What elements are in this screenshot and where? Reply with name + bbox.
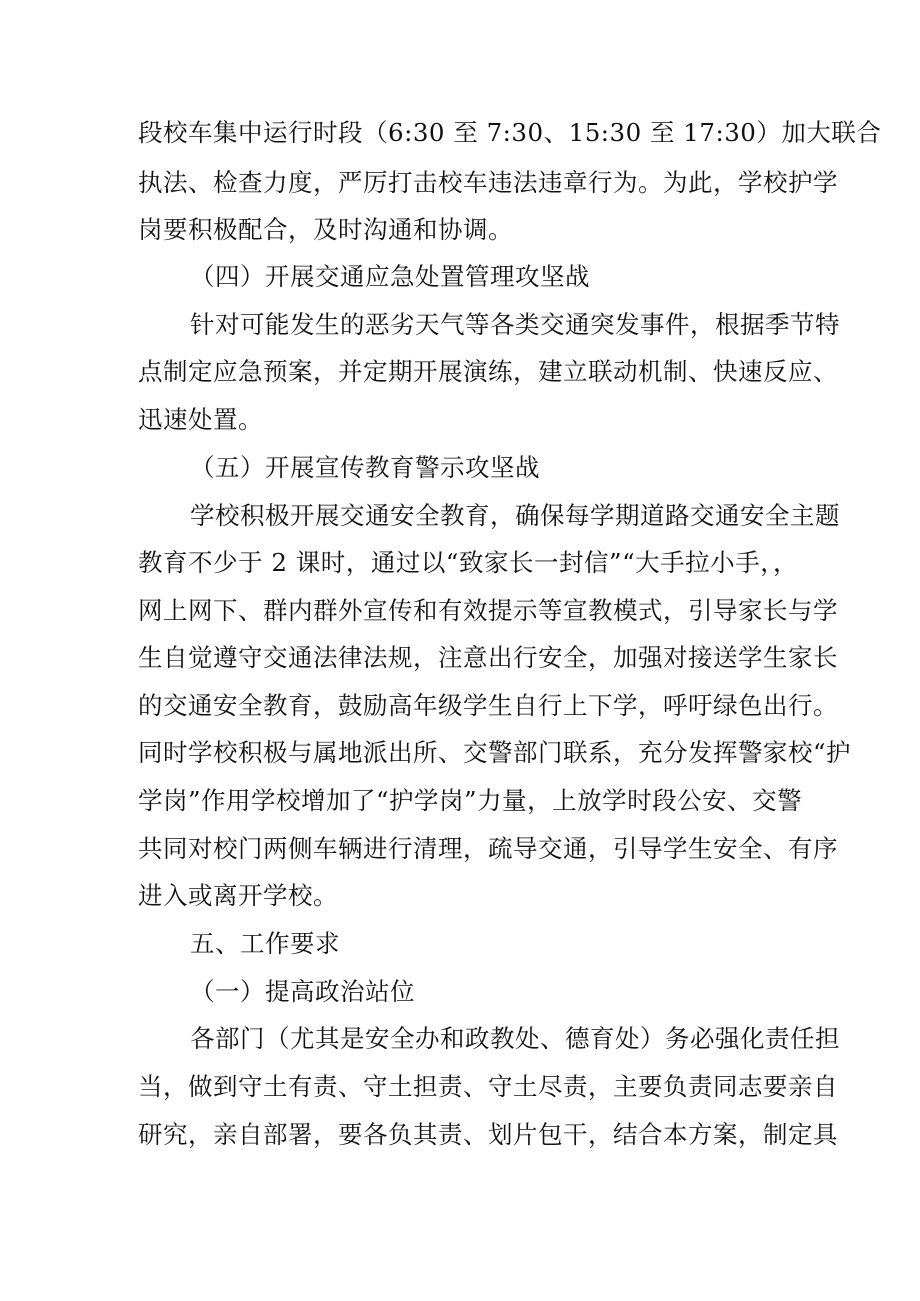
paragraph-line: 同时学校积极与属地派出所、交警部门联系，充分发挥警家校“护 xyxy=(138,738,852,767)
paragraph-line: 执法、检查力度，严厉打击校车违法违章行为。为此，学校护学 xyxy=(138,168,838,197)
paragraph-line: 迅速处置。 xyxy=(138,405,263,434)
paragraph-line: 岗要积极配合，及时沟通和协调。 xyxy=(138,215,513,244)
paragraph-line: 学校积极开展交通安全教育，确保每学期道路交通安全主题 xyxy=(190,501,840,530)
paragraph-line: 教育不少于 2 课时，通过以“致家长一封信”“大手拉小手，， xyxy=(138,548,798,577)
subsection-heading: （一）提高政治站位 xyxy=(190,977,415,1006)
paragraph-line: 共同对校门两侧车辆进行清理，疏导交通，引导学生安全、有序 xyxy=(138,834,838,863)
paragraph-line: 段校车集中运行时段（6:30 至 7:30、15:30 至 17:30）加大联合 xyxy=(138,118,882,147)
paragraph-line: 学岗”作用学校增加了“护学岗”力量，上放学时段公安、交警 xyxy=(138,786,803,815)
paragraph-line: 研究，亲自部署，要各负其责、划片包干，结合本方案，制定具 xyxy=(138,1120,838,1149)
paragraph-line: 进入或离开学校。 xyxy=(138,881,338,910)
paragraph-line: 点制定应急预案，并定期开展演练，建立联动机制、快速反应、 xyxy=(138,357,838,386)
section-heading: （五）开展宣传教育警示攻坚战 xyxy=(190,453,540,482)
paragraph-line: 生自觉遵守交通法律法规，注意出行安全，加强对接送学生家长 xyxy=(138,643,838,672)
paragraph-line: 针对可能发生的恶劣天气等各类交通突发事件，根据季节特 xyxy=(190,310,840,339)
paragraph-line: 各部门（尤其是安全办和政教处、德育处）务必强化责任担 xyxy=(190,1024,840,1053)
section-heading: 五、工作要求 xyxy=(190,929,340,958)
section-heading: （四）开展交通应急处置管理攻坚战 xyxy=(190,262,590,291)
paragraph-line: 当，做到守土有责、守土担责、守土尽责，主要负责同志要亲自 xyxy=(138,1072,838,1101)
paragraph-line: 的交通安全教育，鼓励高年级学生自行上下学，呼吁绿色出行。 xyxy=(138,691,838,720)
paragraph-line: 网上网下、群内群外宣传和有效提示等宣教模式，引导家长与学 xyxy=(138,596,838,625)
